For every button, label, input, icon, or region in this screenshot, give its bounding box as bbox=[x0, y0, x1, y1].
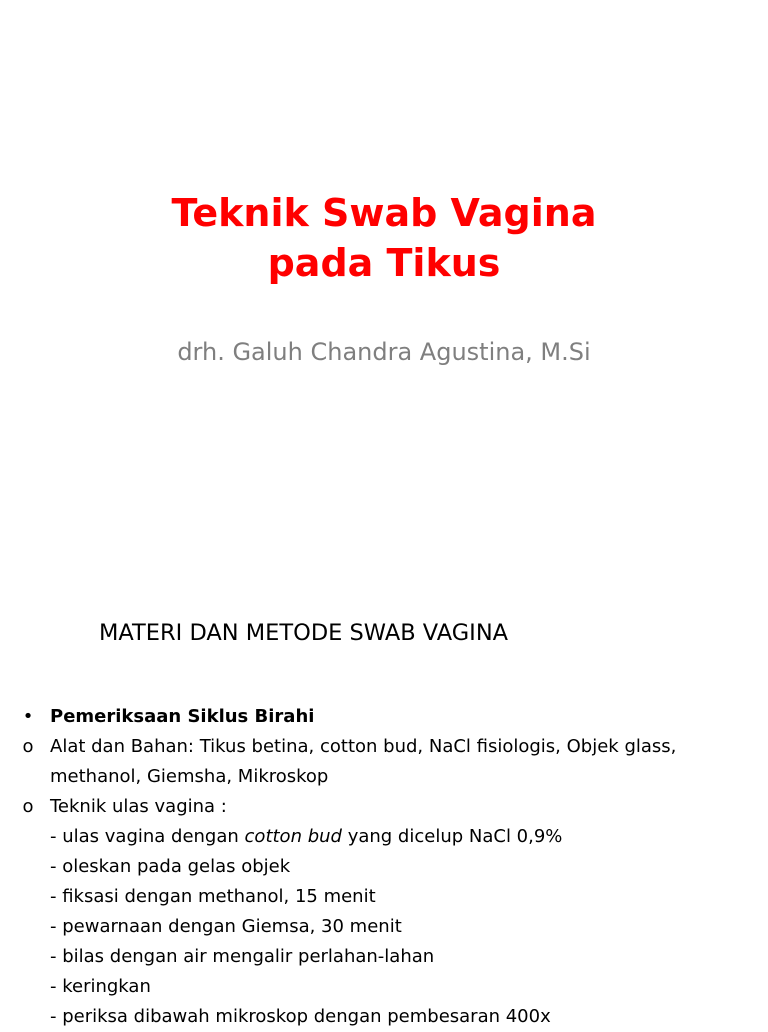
step-item: - fiksasi dengan methanol, 15 menit bbox=[50, 886, 376, 907]
sub-item-alat bbox=[18, 732, 758, 762]
content-slide bbox=[0, 576, 768, 1027]
author-subtitle: drh. Galuh Chandra Agustina, M.Si bbox=[177, 338, 591, 366]
step-1-before: - ulas vagina dengan bbox=[50, 826, 245, 847]
content-body bbox=[18, 702, 758, 1032]
step-1-after: yang dicelup NaCl 0,9% bbox=[341, 826, 563, 847]
slide-title bbox=[0, 188, 768, 288]
step-item: - periksa dibawah mikroskop dengan pembesaran 400x bbox=[50, 1006, 551, 1027]
bullet-item bbox=[18, 702, 758, 732]
teknik-text: Teknik ulas vagina : bbox=[50, 796, 227, 817]
section-heading: MATERI DAN METODE SWAB VAGINA bbox=[99, 620, 509, 646]
alat-text-line-1: Alat dan Bahan: Tikus betina, cotton bud, NaCl fisiologis, Objek glass, bbox=[50, 736, 677, 757]
slide-title-line-1: Teknik Swab Vagina bbox=[171, 191, 597, 235]
bullet-marker: • bbox=[22, 706, 34, 727]
sub-bullet-marker: o bbox=[22, 796, 34, 817]
step-item: - oleskan pada gelas objek bbox=[50, 856, 291, 877]
slide-title-line-2: pada Tikus bbox=[267, 241, 501, 285]
step-1-italic: cotton bud bbox=[244, 826, 342, 847]
step-item bbox=[18, 822, 758, 852]
bullet-text: Pemeriksaan Siklus Birahi bbox=[50, 706, 315, 727]
alat-text-line-2: methanol, Giemsha, Mikroskop bbox=[50, 766, 329, 787]
step-item: - pewarnaan dengan Giemsa, 30 menit bbox=[50, 916, 402, 937]
step-item: - keringkan bbox=[50, 976, 151, 997]
sub-item-teknik bbox=[18, 792, 758, 822]
step-item: - bilas dengan air mengalir perlahan-lahan bbox=[50, 946, 435, 967]
sub-bullet-marker: o bbox=[22, 736, 34, 757]
